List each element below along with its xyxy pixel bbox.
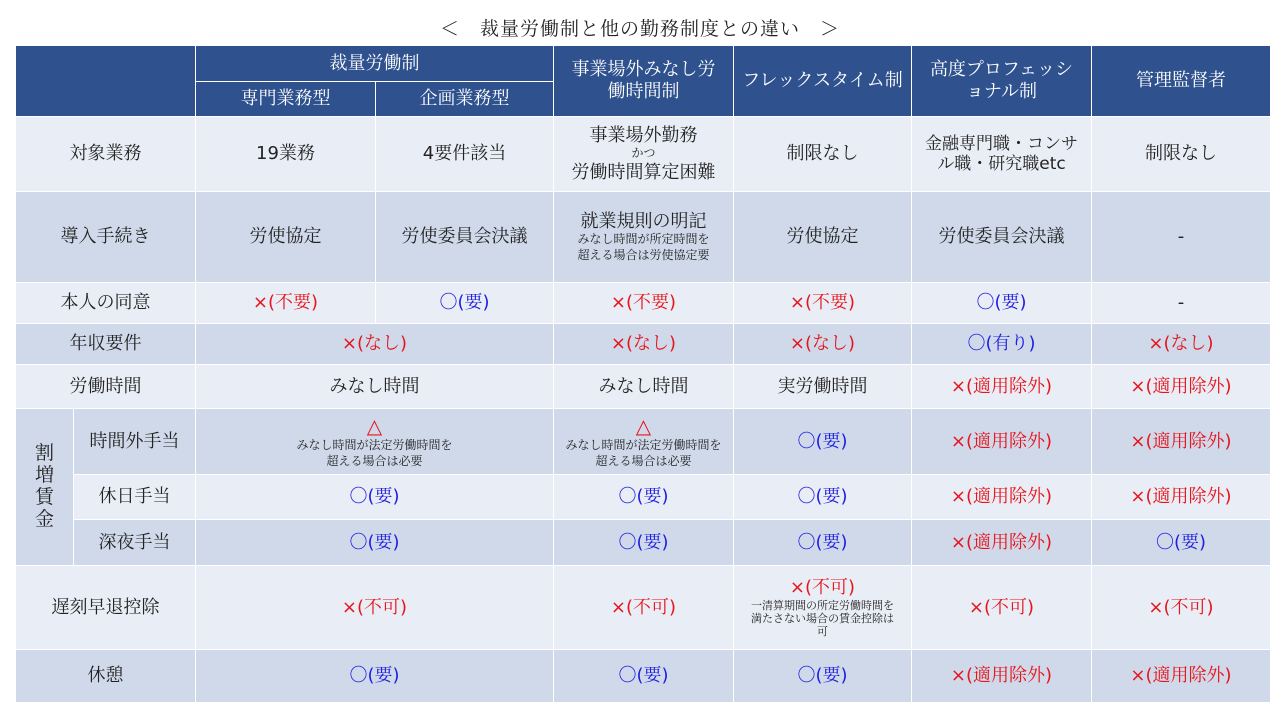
cell-nenshu-kanri: ×(なし) xyxy=(1092,324,1271,365)
cell-nenshu-sairyo: ×(なし) xyxy=(196,324,554,365)
cell-doi-kikaku: 〇(要) xyxy=(376,283,554,324)
cell-kyujitsu-flex: 〇(要) xyxy=(734,475,912,520)
header-jigyoba: 事業場外みなし労働時間制 xyxy=(554,46,734,117)
taisho-jigyoba-line1: 事業場外勤務 xyxy=(589,124,698,146)
donyu-jigyoba-note: みなし時間が所定時間を超える場合は労使協定要 xyxy=(577,232,710,262)
table-row xyxy=(16,566,1271,650)
table-row xyxy=(16,192,1271,283)
cell-kyujitsu-kodo: ×(適用除外) xyxy=(912,475,1092,520)
cell-chikoku-kanri: ×(不可) xyxy=(1092,566,1271,650)
cell-chikoku-kodo: ×(不可) xyxy=(912,566,1092,650)
cell-rodo-sairyo: みなし時間 xyxy=(196,365,554,409)
cell-chikoku-jigyoba: ×(不可) xyxy=(554,566,734,650)
cell-taisho-kanri: 制限なし xyxy=(1092,117,1271,192)
cell-shinya-flex: 〇(要) xyxy=(734,520,912,566)
page-title: ＜ 裁量労働制と他の勤務制度との違い ＞ xyxy=(439,18,840,40)
warimashi-char-2: 増 xyxy=(34,464,54,487)
row-label-jikangai: 時間外手当 xyxy=(74,409,196,475)
taisho-jigyoba-line3: 労働時間算定困難 xyxy=(571,161,716,183)
taisho-jigyoba-line2: かつ xyxy=(631,146,656,161)
cell-kyukei-jigyoba: 〇(要) xyxy=(554,650,734,703)
cell-kyujitsu-sairyo: 〇(要) xyxy=(196,475,554,520)
table-row xyxy=(16,520,1271,566)
donyu-jigyoba-main: 就業規則の明記 xyxy=(580,210,707,232)
warimashi-char-3: 賃 xyxy=(34,486,54,508)
cell-shinya-kanri: 〇(要) xyxy=(1092,520,1271,566)
cell-donyu-kanri: - xyxy=(1092,192,1271,283)
table-row xyxy=(16,475,1271,520)
table-row xyxy=(16,117,1271,192)
row-label-doi: 本人の同意 xyxy=(16,283,196,324)
table-row xyxy=(16,650,1271,703)
cell-kyukei-kanri: ×(適用除外) xyxy=(1092,650,1271,703)
cell-shinya-sairyo: 〇(要) xyxy=(196,520,554,566)
cell-donyu-jigyoba xyxy=(554,192,734,283)
table-row xyxy=(16,283,1271,324)
cell-kyujitsu-kanri: ×(適用除外) xyxy=(1092,475,1271,520)
cell-chikoku-flex xyxy=(734,566,912,650)
row-label-kyukei: 休憩 xyxy=(16,650,196,703)
table-row xyxy=(16,365,1271,409)
cell-kyujitsu-jigyoba: 〇(要) xyxy=(554,475,734,520)
header-corner xyxy=(16,46,196,117)
chikoku-flex-main: ×(不可) xyxy=(789,576,856,598)
cell-nenshu-kodo: 〇(有り) xyxy=(912,324,1092,365)
cell-kyukei-flex: 〇(要) xyxy=(734,650,912,703)
cell-rodo-jigyoba: みなし時間 xyxy=(554,365,734,409)
header-senmon: 専門業務型 xyxy=(196,82,376,117)
cell-donyu-kikaku: 労使委員会決議 xyxy=(376,192,554,283)
cell-doi-kanri: - xyxy=(1092,283,1271,324)
cell-jikangai-kanri: ×(適用除外) xyxy=(1092,409,1271,475)
row-label-rodo: 労働時間 xyxy=(16,365,196,409)
header-sairyo: 裁量労働制 xyxy=(196,46,554,82)
cell-chikoku-sairyo: ×(不可) xyxy=(196,566,554,650)
header-kikaku: 企画業務型 xyxy=(376,82,554,117)
cell-shinya-jigyoba: 〇(要) xyxy=(554,520,734,566)
jikangai-jigyoba-note: みなし時間が法定労働時間を超える場合は必要 xyxy=(565,437,722,468)
cell-kyukei-kodo: ×(適用除外) xyxy=(912,650,1092,703)
row-label-warimashi xyxy=(16,409,74,566)
cell-taisho-flex: 制限なし xyxy=(734,117,912,192)
row-label-taisho: 対象業務 xyxy=(16,117,196,192)
cell-donyu-kodo: 労使委員会決議 xyxy=(912,192,1092,283)
cell-donyu-flex: 労使協定 xyxy=(734,192,912,283)
comparison-table xyxy=(15,45,1271,703)
cell-rodo-kanri: ×(適用除外) xyxy=(1092,365,1271,409)
cell-taisho-kikaku: 4要件該当 xyxy=(376,117,554,192)
cell-jikangai-jigyoba xyxy=(554,409,734,475)
table-row xyxy=(16,324,1271,365)
row-label-shinya: 深夜手当 xyxy=(74,520,196,566)
cell-kyukei-sairyo: 〇(要) xyxy=(196,650,554,703)
table-row xyxy=(16,409,1271,475)
row-label-kyujitsu: 休日手当 xyxy=(74,475,196,520)
header-kanri: 管理監督者 xyxy=(1092,46,1271,117)
cell-nenshu-flex: ×(なし) xyxy=(734,324,912,365)
header-flex: フレックスタイム制 xyxy=(734,46,912,117)
cell-jikangai-sairyo xyxy=(196,409,554,475)
cell-doi-senmon: ×(不要) xyxy=(196,283,376,324)
warimashi-char-1: 割 xyxy=(34,442,54,465)
jikangai-sairyo-mark: △ xyxy=(366,413,383,438)
header-kodo: 高度プロフェッショナル制 xyxy=(912,46,1092,117)
cell-nenshu-jigyoba: ×(なし) xyxy=(554,324,734,365)
chikoku-flex-note: 一清算期間の所定労働時間を満たさない場合の賃金控除は可 xyxy=(751,598,894,638)
warimashi-char-4: 金 xyxy=(34,507,54,530)
cell-jikangai-kodo: ×(適用除外) xyxy=(912,409,1092,475)
cell-doi-flex: ×(不要) xyxy=(734,283,912,324)
cell-taisho-jigyoba xyxy=(554,117,734,192)
cell-doi-kodo: 〇(要) xyxy=(912,283,1092,324)
cell-shinya-kodo: ×(適用除外) xyxy=(912,520,1092,566)
row-label-donyu: 導入手続き xyxy=(16,192,196,283)
row-label-chikoku: 遅刻早退控除 xyxy=(16,566,196,650)
cell-donyu-senmon: 労使協定 xyxy=(196,192,376,283)
cell-doi-jigyoba: ×(不要) xyxy=(554,283,734,324)
cell-rodo-kodo: ×(適用除外) xyxy=(912,365,1092,409)
jikangai-sairyo-note: みなし時間が法定労働時間を超える場合は必要 xyxy=(296,437,453,468)
cell-jikangai-flex: 〇(要) xyxy=(734,409,912,475)
cell-taisho-senmon: 19業務 xyxy=(196,117,376,192)
jikangai-jigyoba-mark: △ xyxy=(635,413,652,438)
row-label-nenshu: 年収要件 xyxy=(16,324,196,365)
cell-taisho-kodo: 金融専門職・コンサル職・研究職etc xyxy=(912,117,1092,192)
cell-rodo-flex: 実労働時間 xyxy=(734,365,912,409)
